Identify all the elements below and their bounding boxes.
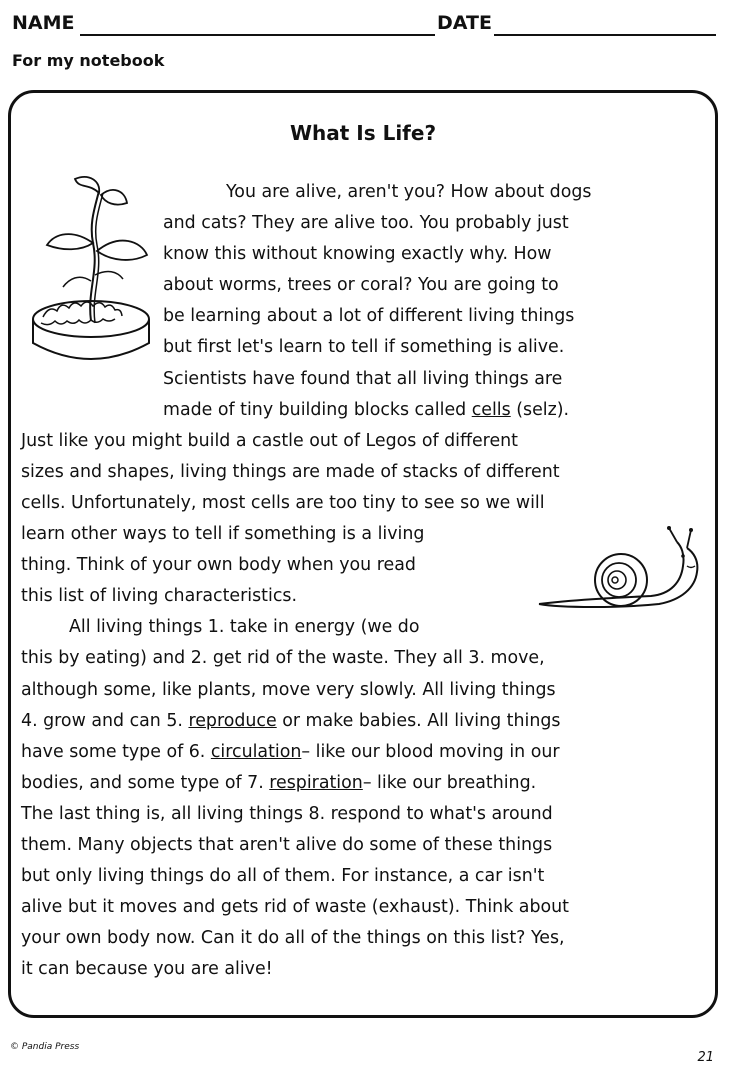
text-line: this list of living characteristics. bbox=[21, 586, 297, 607]
text-line: it can because you are alive! bbox=[21, 959, 273, 980]
notebook-label: For my notebook bbox=[12, 51, 165, 70]
text-line: The last thing is, all living things 8. respond to what's around bbox=[21, 803, 553, 824]
worksheet-frame bbox=[8, 90, 718, 1018]
text-line: alive but it moves and gets rid of waste (exhaust). Think about bbox=[21, 897, 569, 918]
text-line: cells. Unfortunately, most cells are too tiny to see so we will bbox=[21, 492, 545, 513]
text-line: and cats? They are alive too. You probably just bbox=[163, 213, 569, 234]
date-blank-line[interactable] bbox=[494, 34, 716, 36]
text-line: bodies, and some type of 7. respiration– like our breathing. bbox=[21, 772, 537, 793]
text-line: although some, like plants, move very slowly. All living things bbox=[21, 679, 556, 700]
text-line: learn other ways to tell if something is a living bbox=[21, 524, 425, 545]
text-line: them. Many objects that aren't alive do some of these things bbox=[21, 834, 553, 855]
text-line: your own body now. Can it do all of the things on this list? Yes, bbox=[21, 928, 565, 949]
worksheet-body bbox=[21, 177, 711, 985]
text-line: about worms, trees or coral? You are going to bbox=[163, 275, 559, 296]
text-line: but first let's learn to tell if something is alive. bbox=[163, 337, 565, 358]
text-line: but only living things do all of them. For instance, a car isn't bbox=[21, 866, 545, 887]
term-circulation: circulation bbox=[210, 741, 302, 762]
text-line: have some type of 6. circulation– like our blood moving in our bbox=[21, 741, 560, 762]
header bbox=[12, 10, 716, 40]
term-cells: cells bbox=[471, 399, 511, 420]
text-line: sizes and shapes, living things are made of stacks of different bbox=[21, 461, 560, 482]
text-line: this by eating) and 2. get rid of the waste. They all 3. move, bbox=[21, 648, 545, 669]
name-blank-line[interactable] bbox=[80, 34, 435, 36]
text-line: All living things 1. take in energy (we do bbox=[69, 617, 420, 638]
text-line: know this without knowing exactly why. How bbox=[163, 244, 552, 265]
text-line: thing. Think of your own body when you read bbox=[21, 555, 416, 576]
name-label: NAME bbox=[12, 12, 75, 34]
term-reproduce: reproduce bbox=[188, 710, 277, 731]
text-line: be learning about a lot of different living things bbox=[163, 306, 575, 327]
text-line: made of tiny building blocks called cells (selz). bbox=[163, 399, 570, 420]
page-number: 21 bbox=[697, 1050, 714, 1065]
date-label: DATE bbox=[437, 12, 492, 34]
text-line: 4. grow and can 5. reproduce or make babies. All living things bbox=[21, 710, 561, 731]
copyright-notice: © Pandia Press bbox=[10, 1042, 80, 1052]
text-line: Just like you might build a castle out of Legos of different bbox=[21, 430, 518, 451]
term-respiration: respiration bbox=[269, 772, 363, 793]
worksheet-title: What Is Life? bbox=[289, 121, 437, 145]
text-line: Scientists have found that all living things are bbox=[163, 368, 563, 389]
text-line: You are alive, aren't you? How about dogs bbox=[226, 182, 592, 202]
